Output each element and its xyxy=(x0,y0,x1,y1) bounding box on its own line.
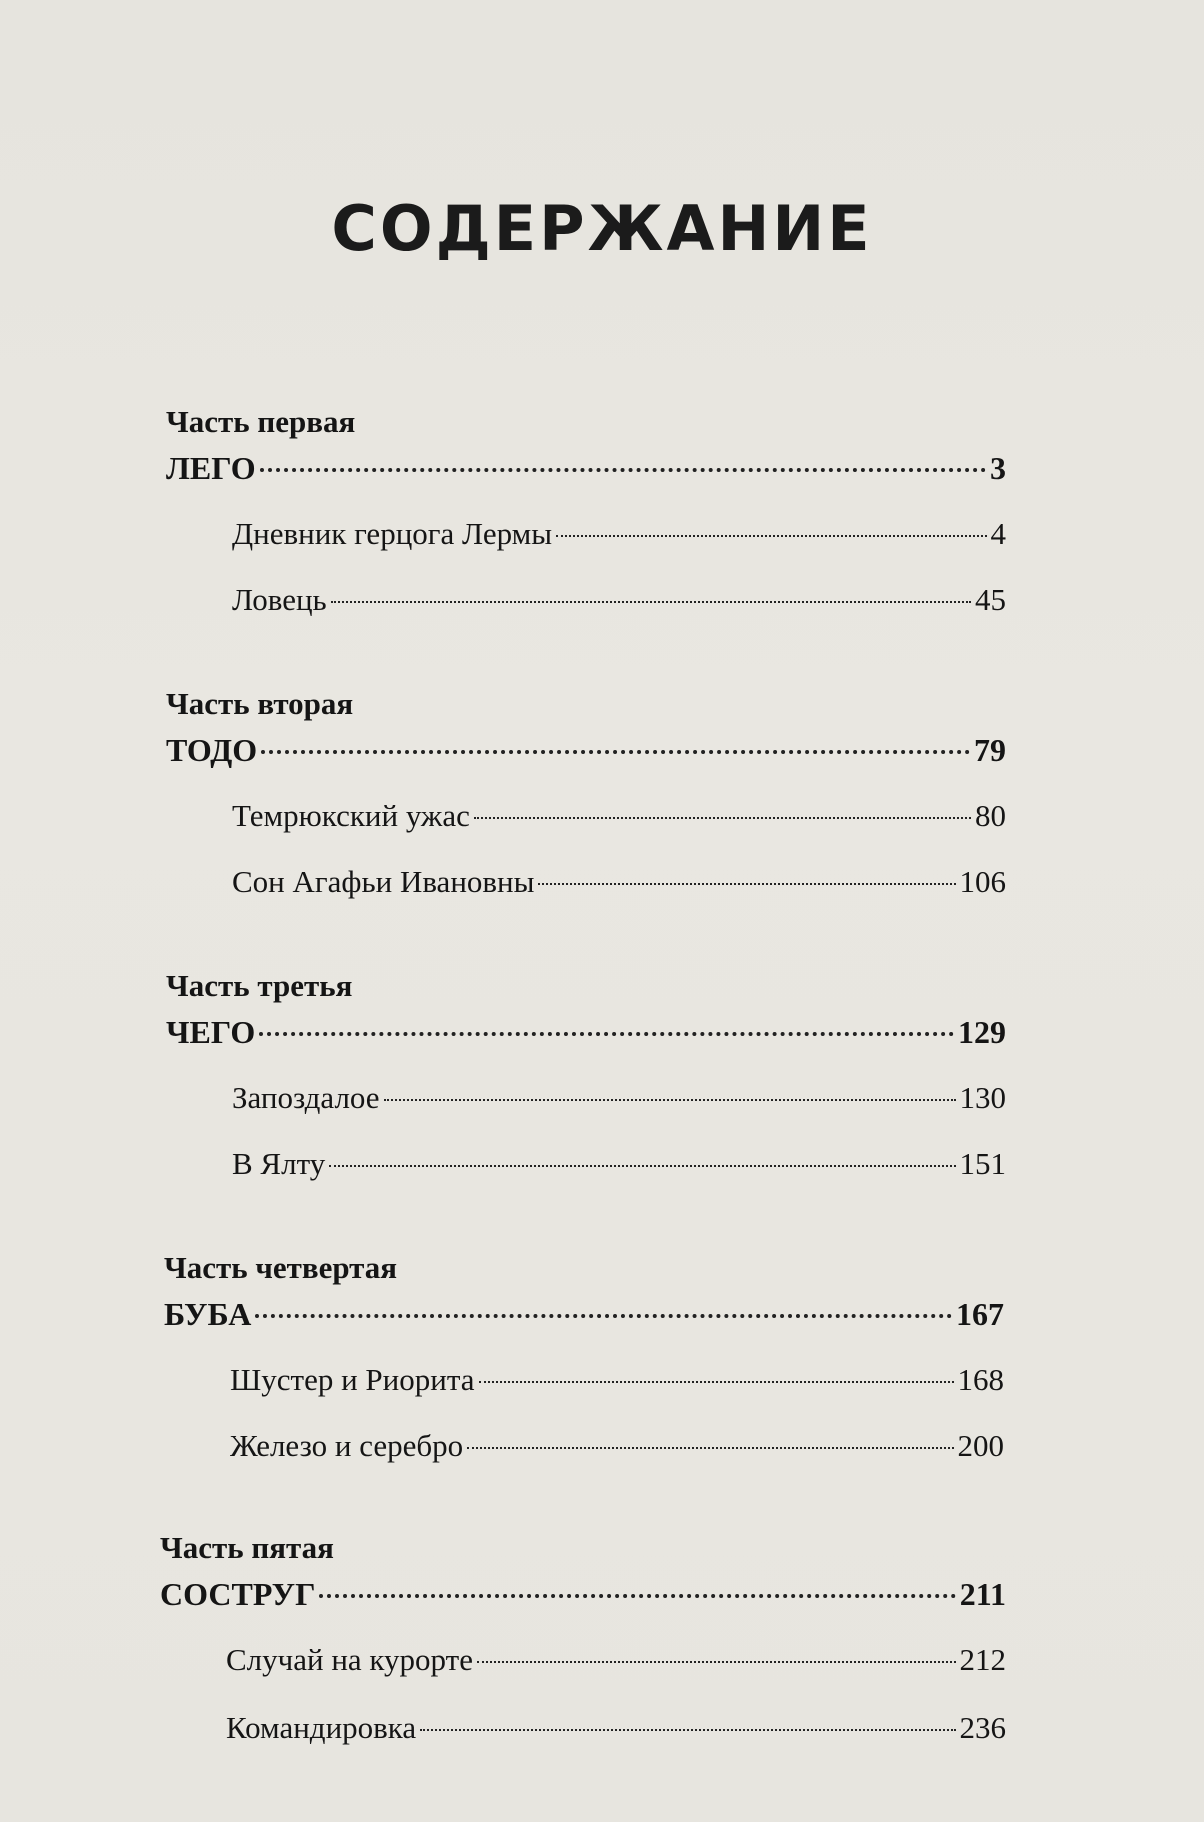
dot-leader xyxy=(331,601,971,603)
page-number: 130 xyxy=(959,1080,1006,1115)
toc-entry[interactable] xyxy=(232,1080,1006,1116)
entry-title: Случай на курорте xyxy=(226,1642,473,1677)
dot-leader xyxy=(384,1099,956,1101)
dot-leader xyxy=(259,1032,954,1036)
part-title: ТОДО xyxy=(166,732,258,768)
toc-entry[interactable] xyxy=(226,1710,1006,1746)
dot-leader xyxy=(477,1661,956,1663)
entry-title: Шустер и Риорита xyxy=(230,1362,475,1397)
part-title: БУБА xyxy=(164,1296,252,1332)
part-title: ЛЕГО xyxy=(166,450,256,486)
dot-leader xyxy=(260,468,986,472)
dot-leader xyxy=(329,1165,955,1167)
page-number: 200 xyxy=(957,1428,1004,1463)
entry-title: Дневник герцога Лермы xyxy=(232,516,553,551)
entry-title: Сон Агафьи Ивановны xyxy=(232,864,535,899)
toc-entry[interactable] xyxy=(232,516,1006,552)
page-number: 167 xyxy=(956,1296,1004,1332)
part-label: Часть вторая xyxy=(166,686,354,721)
toc-part-entry[interactable] xyxy=(166,732,1006,769)
dot-leader xyxy=(420,1729,955,1731)
toc-entry[interactable] xyxy=(226,1642,1006,1678)
dot-leader xyxy=(319,1594,955,1598)
page-number: 3 xyxy=(990,450,1006,486)
entry-title: В Ялту xyxy=(232,1146,326,1181)
page-number: 151 xyxy=(959,1146,1006,1181)
page-number: 212 xyxy=(959,1642,1006,1677)
dot-leader xyxy=(556,535,986,537)
dot-leader xyxy=(261,750,970,754)
page-number: 4 xyxy=(990,516,1006,551)
page-number: 168 xyxy=(957,1362,1004,1397)
page-number: 80 xyxy=(975,798,1006,833)
toc-part-entry[interactable] xyxy=(166,1014,1006,1051)
toc-part-entry[interactable] xyxy=(160,1576,1006,1613)
entry-title: Темрюкский ужас xyxy=(232,798,470,833)
page-number: 211 xyxy=(959,1576,1006,1612)
dot-leader xyxy=(467,1447,953,1449)
page-number: 236 xyxy=(959,1710,1006,1745)
part-title: ЧЕГО xyxy=(166,1014,256,1050)
entry-title: Командировка xyxy=(226,1710,417,1745)
toc-entry[interactable] xyxy=(232,864,1006,900)
page-number: 129 xyxy=(958,1014,1006,1050)
dot-leader xyxy=(474,817,971,819)
page-number: 45 xyxy=(975,582,1006,617)
part-label: Часть первая xyxy=(166,404,356,439)
entry-title: Железо и серебро xyxy=(230,1428,464,1463)
toc-entry[interactable] xyxy=(232,582,1006,618)
toc-entry[interactable] xyxy=(230,1428,1004,1464)
page-title: СОДЕРЖАНИЕ xyxy=(331,192,873,265)
part-title: СОСТРУГ xyxy=(160,1576,316,1612)
dot-leader xyxy=(255,1314,952,1318)
page-number: 106 xyxy=(959,864,1006,899)
toc-entry[interactable] xyxy=(232,798,1006,834)
toc-entry[interactable] xyxy=(232,1146,1006,1182)
entry-title: Ловець xyxy=(232,582,327,617)
dot-leader xyxy=(479,1381,954,1383)
page-number: 79 xyxy=(974,732,1006,768)
part-label: Часть пятая xyxy=(160,1530,334,1565)
part-label: Часть третья xyxy=(166,968,353,1003)
dot-leader xyxy=(538,883,955,885)
toc-part-entry[interactable] xyxy=(166,450,1006,487)
entry-title: Запоздалое xyxy=(232,1080,380,1115)
toc-part-entry[interactable] xyxy=(164,1296,1004,1333)
toc-entry[interactable] xyxy=(230,1362,1004,1398)
part-label: Часть четвертая xyxy=(164,1250,398,1285)
